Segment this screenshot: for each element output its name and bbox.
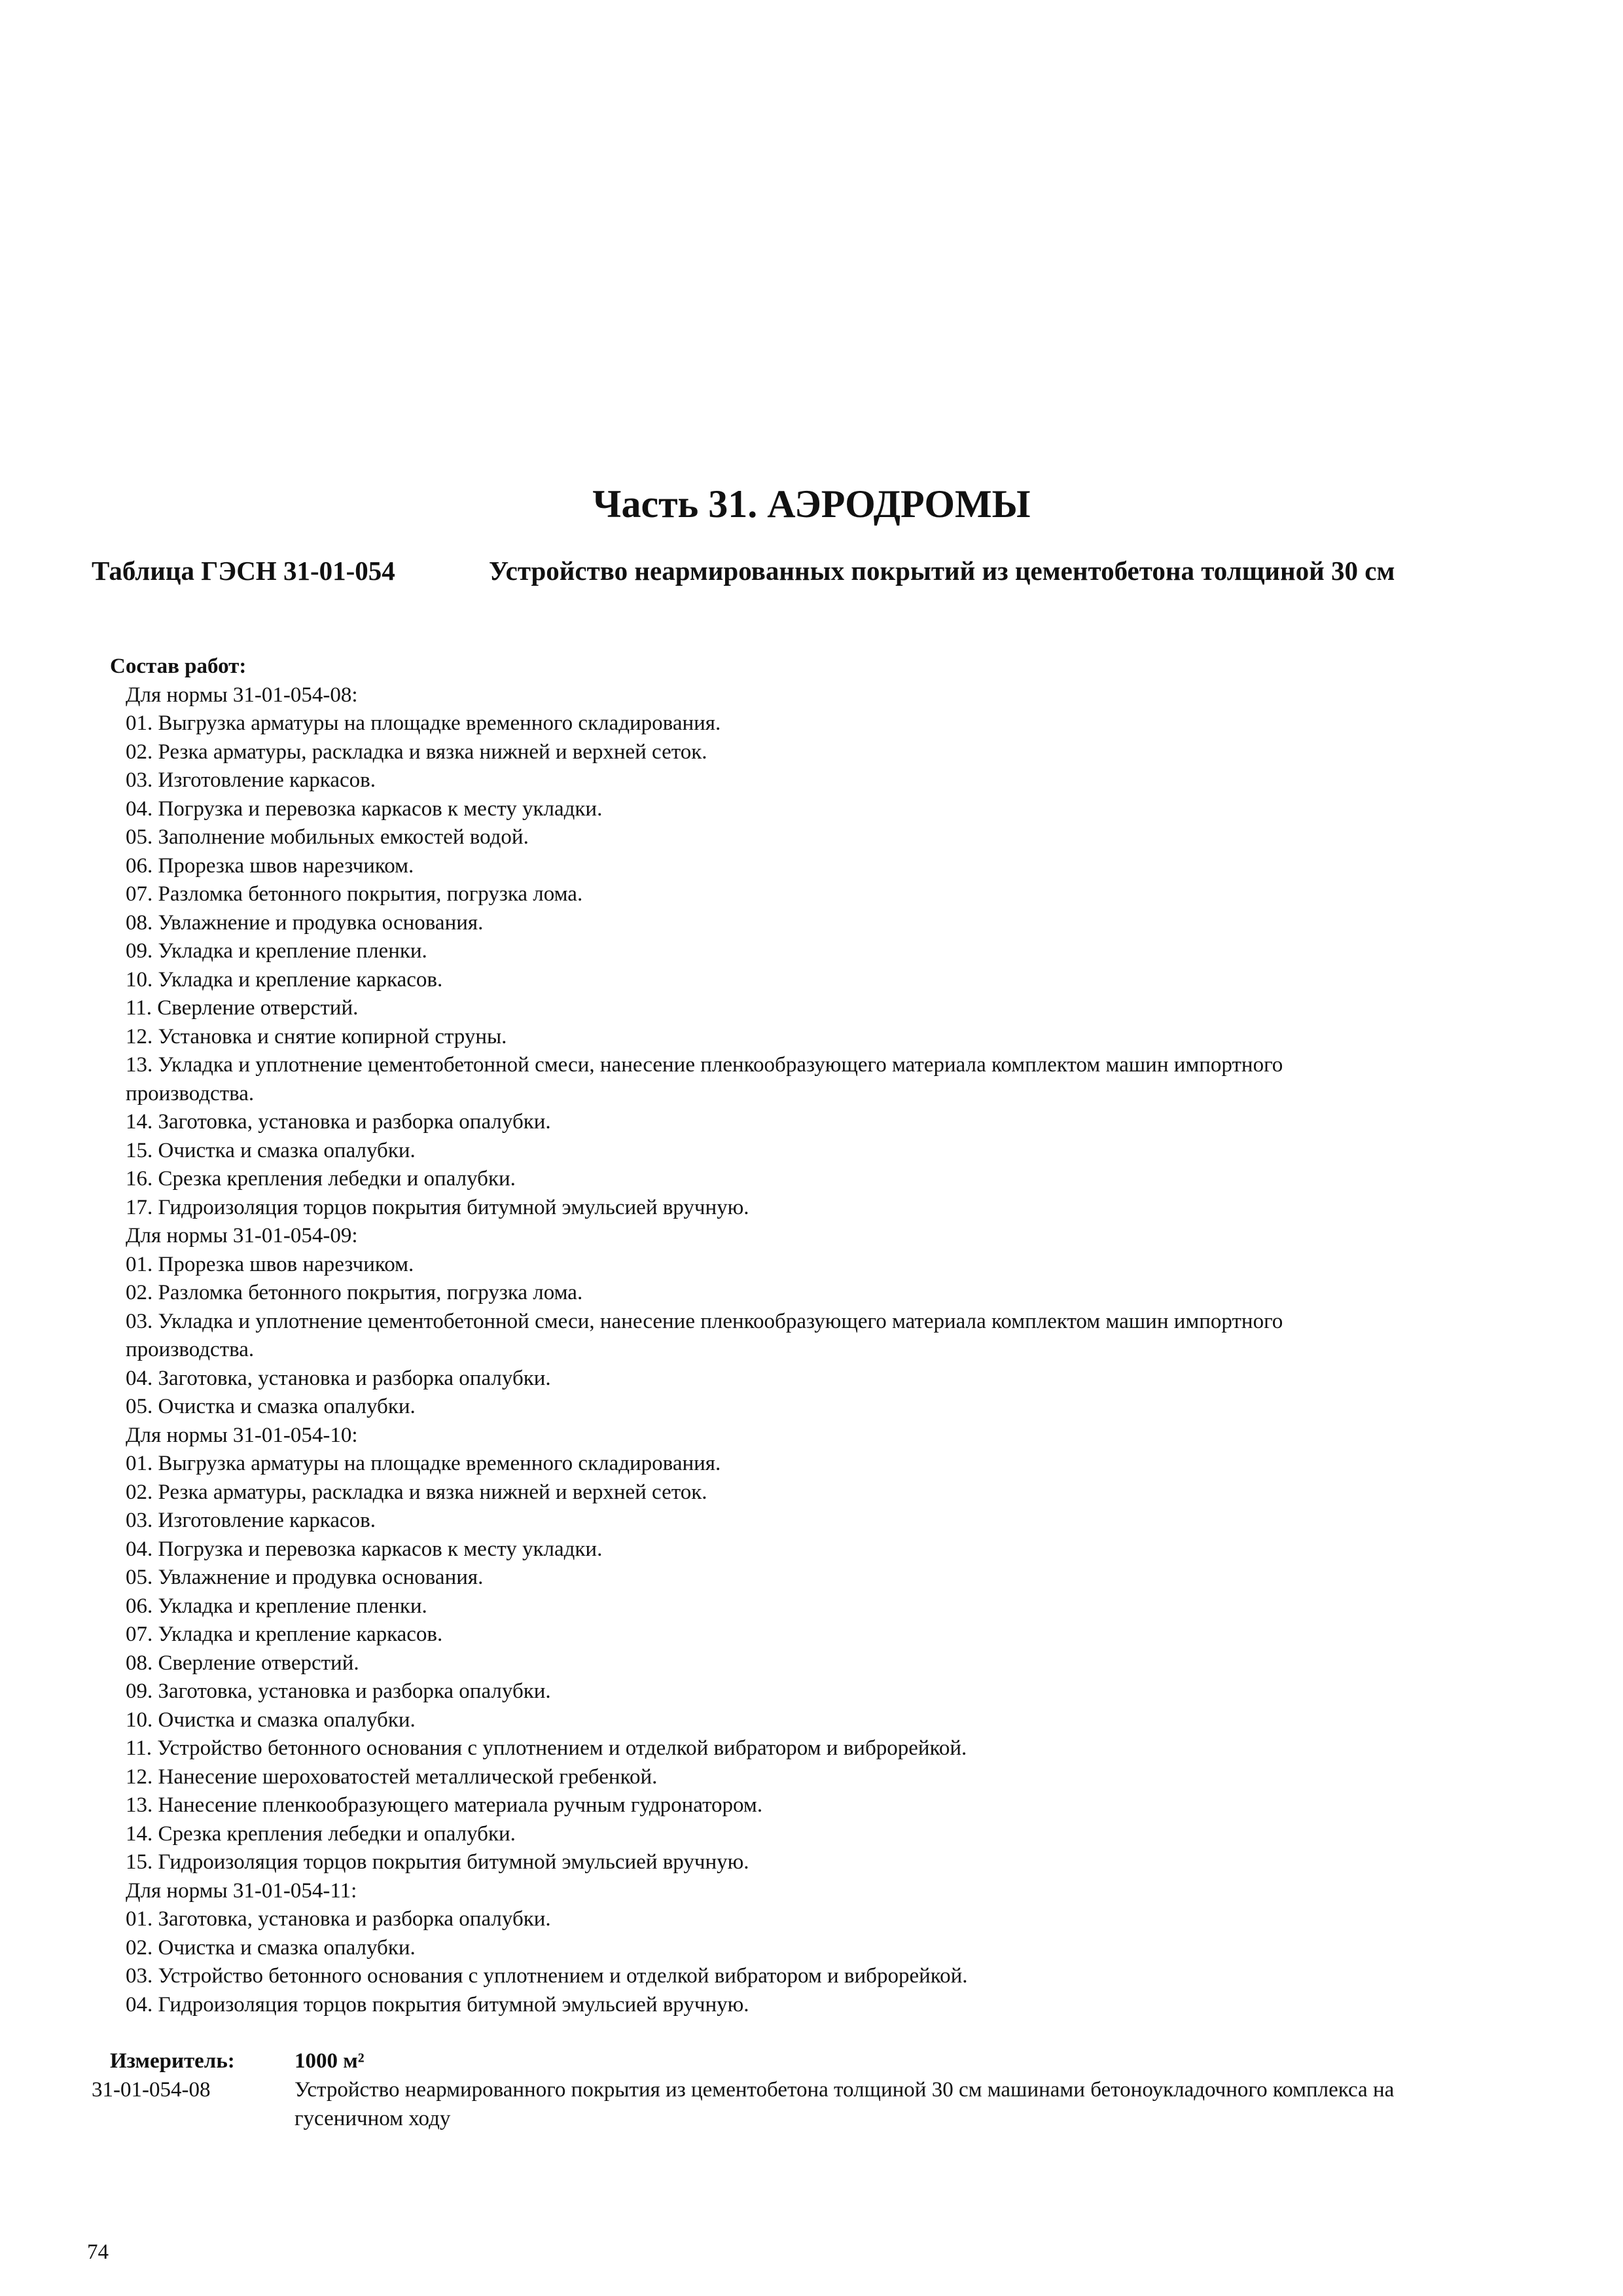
work-line: 14. Заготовка, установка и разборка опалубки. [126,1110,551,1134]
work-line: 07. Разломка бетонного покрытия, погрузка лома. [126,882,583,906]
work-line: 11. Сверление отверстий. [126,996,359,1020]
work-line: 13. Нанесение пленкообразующего материала ручным гудронатором. [126,1793,763,1817]
work-line: 04. Заготовка, установка и разборка опалубки. [126,1366,551,1390]
work-line: 02. Очистка и смазка опалубки. [126,1935,416,1960]
work-line: 10. Укладка и крепление каркасов. [126,967,443,992]
work-line: 01. Заготовка, установка и разборка опалубки. [126,1907,551,1931]
works-list [110,681,1524,2020]
work-line: 02. Резка арматуры, раскладка и вязка нижней и верхней сеток. [126,740,707,764]
work-line: 09. Укладка и крепление пленки. [126,939,427,963]
work-line: 15. Очистка и смазка опалубки. [126,1138,416,1162]
work-line: 01. Выгрузка арматуры на площадке временного складирования. [126,711,721,735]
work-line: 16. Срезка крепления лебедки и опалубки. [126,1167,516,1191]
norm-subheading: Для нормы 31-01-054-09: [126,1224,358,1247]
work-line: 02. Резка арматуры, раскладка и вязка нижней и верхней сеток. [126,1480,707,1504]
work-line: 04. Гидроизоляция торцов покрытия битумной эмульсией вручную. [126,1992,749,2017]
work-line: 03. Изготовление каркасов. [126,1509,376,1532]
work-line: 12. Установка и снятие копирной струны. [126,1024,507,1049]
work-line: 06. Укладка и крепление пленки. [126,1594,427,1618]
work-line: 05. Заполнение мобильных емкостей водой. [126,825,529,849]
work-line: 03. Изготовление каркасов. [126,768,376,792]
meter-value: 1000 м² [294,2049,365,2073]
work-line: производства. [126,1081,255,1105]
page-number: 74 [87,2240,109,2264]
norm-subheading: Для нормы 31-01-054-11: [126,1878,357,1903]
work-line: 07. Укладка и крепление каркасов. [126,1623,443,1646]
work-line: 15. Гидроизоляция торцов покрытия битумной эмульсией вручную. [126,1850,749,1874]
table-label: Таблица ГЭСН 31-01-054 [92,556,395,586]
work-line: 03. Укладка и уплотнение цементобетонной смеси, нанесение пленкообразующего материала комплектом машин импортного [126,1309,1283,1333]
works-heading: Состав работ: [110,655,247,678]
work-line: 03. Устройство бетонного основания с уплотнением и отделкой вибратором и виброрейкой. [126,1964,968,1988]
meter-label: Измеритель: [110,2049,235,2073]
norm-description: Устройство неармированного покрытия из цементобетона толщиной 30 см машинами бетоноукладочного комплекса на гусеничном ходу [294,2078,1395,2130]
work-line: 17. Гидроизоляция торцов покрытия битумной эмульсией вручную. [126,1195,749,1219]
norm-code: 31-01-054-08 [92,2078,211,2102]
work-line: 01. Прорезка швов нарезчиком. [126,1252,414,1276]
work-line: 10. Очистка и смазка опалубки. [126,1708,416,1732]
work-line: 13. Укладка и уплотнение цементобетонной смеси, нанесение пленкообразующего материала комплектом машин импортного [126,1053,1283,1077]
norm-subheading: Для нормы 31-01-054-10: [126,1423,358,1447]
table-title: Устройство неармированных покрытий из цементобетона толщиной 30 см [489,556,1395,586]
work-line: 02. Разломка бетонного покрытия, погрузка лома. [126,1281,583,1304]
works-composition [110,653,1524,2019]
work-line: 05. Очистка и смазка опалубки. [126,1395,416,1418]
work-line: 04. Погрузка и перевозка каркасов к месту укладки. [126,797,603,821]
work-line: 11. Устройство бетонного основания с уплотнением и отделкой вибратором и виброрейкой. [126,1736,967,1760]
work-line: 12. Нанесение шероховатостей металлической гребенкой. [126,1765,658,1789]
work-line: 08. Сверление отверстий. [126,1651,359,1675]
norm-subheading: Для нормы 31-01-054-08: [126,683,358,707]
work-line: 09. Заготовка, установка и разборка опалубки. [126,1679,551,1703]
work-line: 06. Прорезка швов нарезчиком. [126,853,414,878]
work-line: 05. Увлажнение и продувка основания. [126,1566,484,1589]
work-line: 01. Выгрузка арматуры на площадке временного складирования. [126,1452,721,1475]
work-line: 08. Увлажнение и продувка основания. [126,910,484,935]
work-line: 14. Срезка крепления лебедки и опалубки. [126,1821,516,1846]
work-line: производства. [126,1338,255,1361]
work-line: 04. Погрузка и перевозка каркасов к месту укладки. [126,1537,603,1561]
part-title: Часть 31. АЭРОДРОМЫ [592,482,1031,526]
